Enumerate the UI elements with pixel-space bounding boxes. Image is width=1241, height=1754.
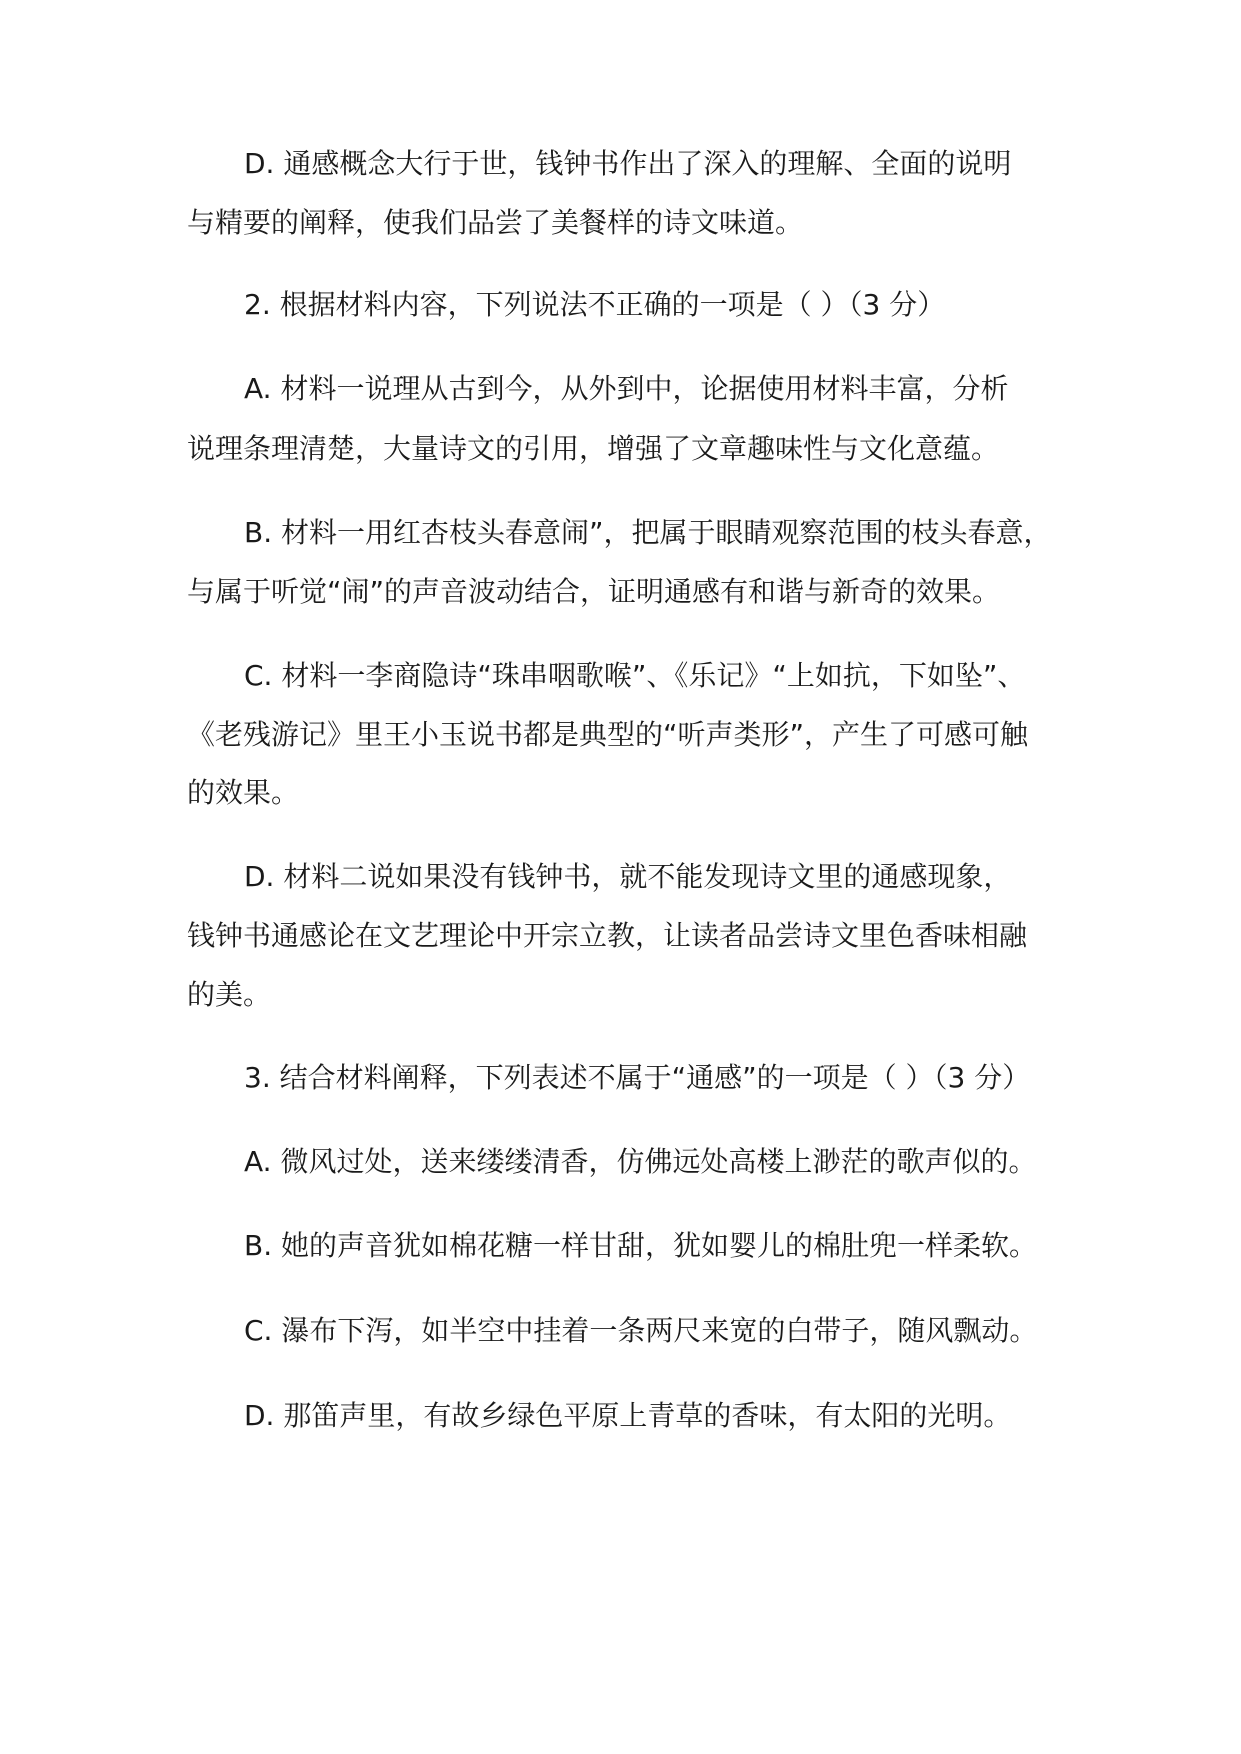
q1-option-d-line1: D. 通感概念大行于世，钱钟书作出了深入的理解、全面的说明 xyxy=(244,147,1012,180)
q3-option-d: D. 那笛声里，有故乡绿色平原上青草的香味，有太阳的光明。 xyxy=(244,1399,1012,1432)
q2-stem: 2. 根据材料内容，下列说法不正确的一项是（ ）（3 分） xyxy=(244,288,946,321)
q2-option-c-line3: 的效果。 xyxy=(187,776,300,809)
q2-option-d-line2: 钱钟书通感论在文艺理论中开宗立教，让读者品尝诗文里色香味相融 xyxy=(187,919,1028,952)
q3-option-b: B. 她的声音犹如棉花糖一样甘甜，犹如婴儿的棉肚兜一样柔软。 xyxy=(244,1229,1038,1262)
q3-stem: 3. 结合材料阐释，下列表述不属于“通感”的一项是（ ）（3 分） xyxy=(244,1061,1031,1094)
q2-option-d-line1: D. 材料二说如果没有钱钟书，就不能发现诗文里的通感现象， xyxy=(244,860,1012,893)
q2-option-c-line1: C. 材料一李商隐诗“珠串咽歌喉”、《乐记》“上如抗，下如坠”、 xyxy=(244,659,1026,692)
q2-option-d-line3: 的美。 xyxy=(187,978,272,1011)
q1-option-d-line2: 与精要的阐释，使我们品尝了美餐样的诗文味道。 xyxy=(187,206,804,239)
q2-option-a-line1: A. 材料一说理从古到今，从外到中，论据使用材料丰富，分析 xyxy=(244,372,1009,405)
q3-option-a: A. 微风过处，送来缕缕清香，仿佛远处高楼上渺茫的歌声似的。 xyxy=(244,1145,1037,1178)
q2-option-a-line2: 说理条理清楚，大量诗文的引用，增强了文章趣味性与文化意蕴。 xyxy=(187,432,1000,465)
q2-option-b-line1: B. 材料一用红杏枝头春意闹”，把属于眼睛观察范围的枝头春意， xyxy=(244,516,1052,549)
q2-option-c-line2: 《老残游记》里王小玉说书都是典型的“听声类形”，产生了可感可触 xyxy=(187,718,1029,751)
q2-option-b-line2: 与属于听觉“闹”的声音波动结合，证明通感有和谐与新奇的效果。 xyxy=(187,575,1001,608)
q3-option-c: C. 瀑布下泻，如半空中挂着一条两尺来宽的白带子，随风飘动。 xyxy=(244,1314,1038,1347)
